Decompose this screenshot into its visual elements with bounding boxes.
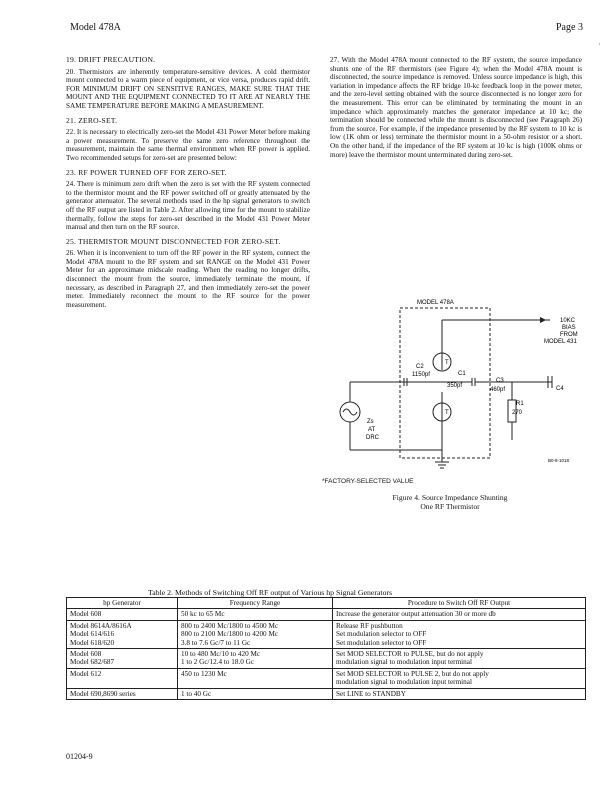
header-generator: hp Generator (67, 598, 178, 609)
table-row (67, 609, 586, 620)
label-zs-2: AT (368, 427, 376, 433)
bias-arrow (540, 317, 546, 323)
section-body: 20. Thermistors are inherently temperature-sensitive devices. A cold thermistor mount connected to a warm piece of equipment, or vice versa, produces rapid drift. FOR MINIMUM DRIFT ON SENSITIVE RANGES, MAKE SURE THAT THE MOUNT AND THE EQUIPMENT CONNECTED TO IT ARE AT NEARLY THE SAME TEMPERATURE BEFORE MAKING A MEASUREMENT. (66, 67, 310, 110)
table-cell: Model 612 (67, 668, 178, 688)
label-c4: C4 (556, 386, 564, 392)
label-bias-3: FROM (560, 332, 578, 338)
label-c1-value: 350pf (447, 383, 463, 389)
label-c1: C1 (458, 371, 466, 377)
factory-selected-note: *FACTORY-SELECTED VALUE (322, 478, 414, 485)
section-body: 26. When it is inconvenient to turn off the RF power in the RF system, connect the Model 478A mount to the RF system and set RANGE on the Model 431 Power Meter for an approximate midscale reading. When the reading no longer drifts, disconnect the mount from the source, immediately terminate the mount, if necessary, as described in Paragraph 27, and then immediately zero-set the power meter. Immediately reconnect the mount to the RF source for the power measurement. (66, 249, 310, 309)
footer-code: 01204-9 (66, 752, 93, 761)
section-disconnected (66, 238, 310, 310)
section-title: 23. RF POWER TURNED OFF FOR ZERO-SET. (66, 167, 227, 177)
table-cell: Set LINE to STANDBY (333, 688, 586, 699)
table-body (67, 609, 586, 700)
label-r1-value: 270 (512, 410, 523, 416)
left-column (66, 56, 310, 315)
table-cell: 1 to 40 Gc (178, 688, 333, 699)
figure-caption (360, 493, 540, 511)
section-rf-off (66, 169, 310, 232)
table-cell: Model 8614A/8616A Model 614/616 Model 618/620 (67, 620, 178, 648)
label-bias-4: MODEL 431 (544, 339, 577, 345)
label-zs: Zs (367, 419, 374, 425)
table-cell: Model 608 (67, 609, 178, 620)
paragraph-27: 27. With the Model 478A mount connected to the RF system, the source impedance shunts one of the RF thermistors (see Figure 4); when the Model 478A mount is disconnected, the source impedance is removed. Unless source impedance is high, this variation in impedance affects the RF bridge 10-kc feedback loop in the power meter, and the zero-level setting obtained with the source disconnected is no longer zero for the measurement. This error can be eliminated by terminating the mount in an impedance which approximately matches the generator impedance at 10 kc; the termination should be connected while the mount is disconnected (see Paragraph 26) from the source. For example, if the impedance presented by the RF system to 10 kc is low (1K ohm or less) terminate the thermistor mount in a 50-ohm resistor or a short. On the other hand, if the impedance of the RF system at 10 kc is high (100K ohms or more) leave the thermistor mount unterminated during zero-set. (330, 56, 582, 159)
table-row (67, 668, 586, 688)
table-cell: Set MOD SELECTOR to PULSE 2, but do not apply modulation signal to modulation input terminal (333, 668, 586, 688)
table-cell: 10 to 480 Mc/10 to 420 Mc 1 to 2 Gc/12.4 to 18.0 Gc (178, 649, 333, 669)
table-cell: Model 690,8690 series (67, 688, 178, 699)
section-drift (66, 56, 310, 111)
table-title: Table 2. Methods of Switching Off RF output of Various hp Signal Generators (148, 588, 393, 597)
header-frequency: Frequency Range (178, 598, 333, 609)
figure-4-schematic (322, 290, 592, 495)
table-cell: Set MOD SELECTOR to PULSE, but do not apply modulation signal to modulation input terminal (333, 649, 586, 669)
header-model: Model 478A (70, 22, 121, 33)
label-rt-lower: T (445, 410, 449, 416)
label-c3: C3 (496, 378, 504, 384)
table-cell: 800 to 2400 Mc/1800 to 4500 Mc 800 to 2100 Mc/1800 to 4200 Mc 3.8 to 7.6 Gc/7 to 11 Gc (178, 620, 333, 648)
caption-line-1: Figure 4. Source Impedance Shunting (392, 493, 508, 502)
table-row (67, 649, 586, 669)
header-page: Page 3 (556, 22, 583, 33)
table-header-row (67, 598, 586, 609)
section-body: 24. There is minimum zero drift when the zero is set with the RF system connected to the thermistor mount and the RF power switched off or greatly attenuated by the generator attenuator. The several methods used in the hp signal generators to switch off the RF output are listed in Table 2. After allowing time for the mount to stabilize thermally, follow the steps for zero-set described in the Model 431 Power Meter manual and then turn on the RF source. (66, 180, 310, 232)
label-drawing-code: B0-8-1018 (548, 458, 570, 463)
label-bias-1: 10KC (560, 318, 576, 324)
generator-table (66, 597, 586, 700)
table-cell: Increase the generator output attenuation 30 or more db (333, 609, 586, 620)
label-c2: C2 (416, 364, 424, 370)
table-cell: 50 kc to 65 Mc (178, 609, 333, 620)
label-model: MODEL 478A (417, 300, 454, 306)
section-title: 21. ZERO-SET. (66, 115, 118, 125)
table-cell: Model 608 Model 682/687 (67, 649, 178, 669)
label-rt-upper: T (445, 360, 449, 366)
header-procedure: Procedure to Switch Off RF Output (333, 598, 586, 609)
mount-boundary (400, 308, 490, 458)
section-title: 25. THERMISTOR MOUNT DISCONNECTED FOR ZERO-SET. (66, 236, 281, 246)
label-zs-3: DRC (366, 435, 379, 441)
right-column (330, 56, 582, 159)
sine-icon (343, 409, 357, 415)
section-body: 22. It is necessary to electrically zero-set the Model 431 Power Meter before making a power measurement. To preserve the same zero reference throughout the measurement, maintain the same thermal environment when RF power is applied. Two recommended setups for zero-set are presented below: (66, 128, 310, 162)
label-bias-2: BIAS (562, 325, 576, 331)
section-zero-set (66, 117, 310, 163)
table-cell: 450 to 1230 Mc (178, 668, 333, 688)
table-cell: Release RF pushbutton Set modulation selector to OFF Set modulation selector to OFF (333, 620, 586, 648)
table-row (67, 688, 586, 699)
table-row (67, 620, 586, 648)
label-r1: R1 (516, 401, 524, 407)
label-c3-value: 460pf (490, 387, 506, 393)
section-title: 19. DRIFT PRECAUTION. (66, 55, 156, 64)
margin-mark: · (598, 40, 601, 49)
label-c2-value: 1150pf (412, 372, 430, 378)
caption-line-2: One RF Thermistor (420, 502, 480, 511)
